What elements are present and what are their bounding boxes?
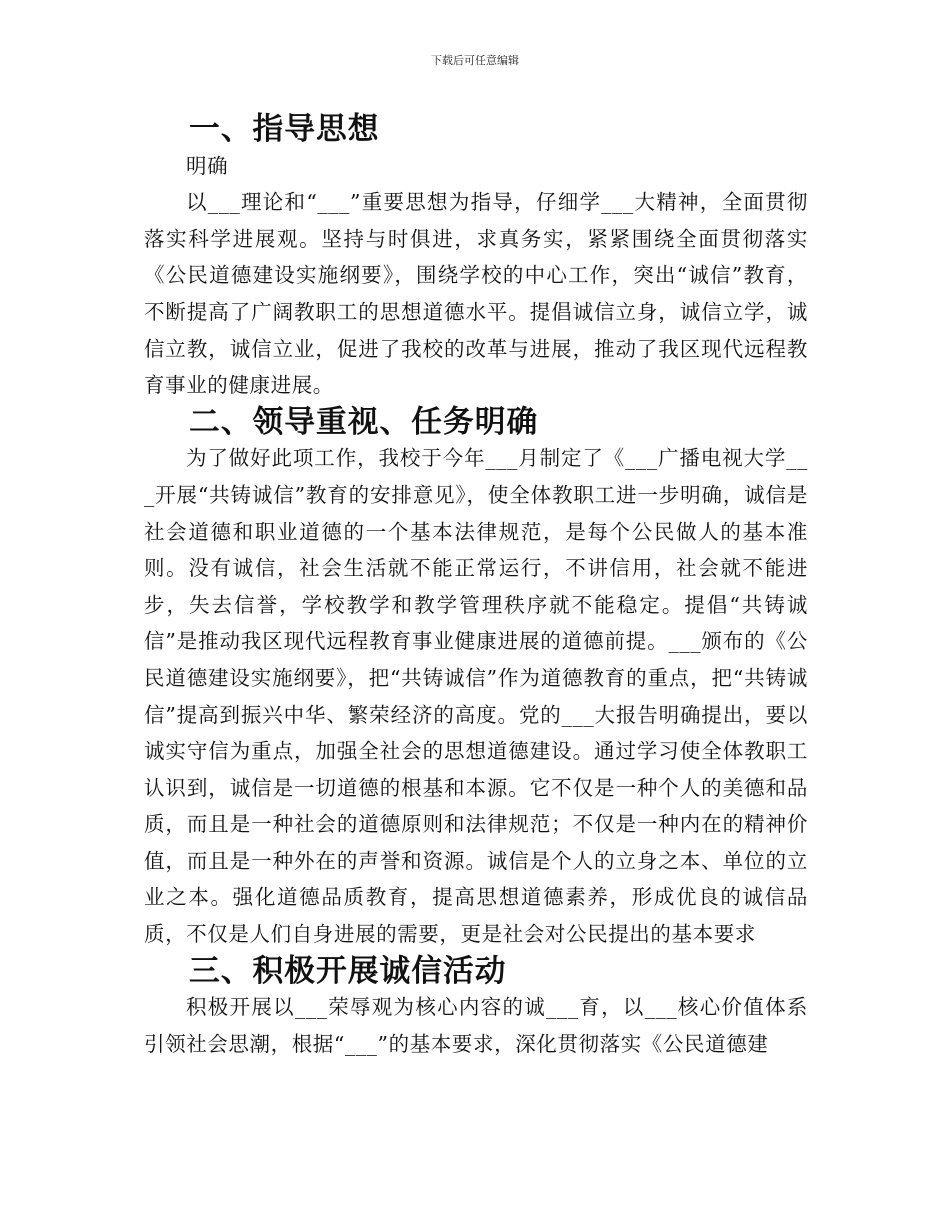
paragraph: 明确	[186, 153, 229, 178]
page-header-note: 下载后可任意编辑	[431, 54, 519, 67]
section-heading-leadership: 二、领导重视、任务明确	[189, 403, 539, 440]
paragraph: 为了做好此项工作，我校于今年___月制定了《___广播电视大学___开展“共铸诚信”教育的安排意见》，使全体教职工进一步明确，诚信是社会道德和职业道德的一个基本法律规范，是每个公民做人的基本准则。没有诚信，社会生活就不能正常运行，不讲信用，社会就不能进步，失去信誉，学校教学和教学管理秩序就不能稳定。提倡“共铸诚信”是推动我区现代远程教育事业健康进展的道德前提。___颁布的《公民道德建设实施纲要》，把“共铸诚信”作为道德教育的重点，把“共铸诚信”提高到振兴中华、繁荣经济的高度。党的___大报告明确提出，要以诚实守信为重点，加强全社会的思想道德建设。通过学习使全体教职工认识到，诚信是一切道德的根基和本源。它不仅是一种个人的美德和品质，而且是一种社会的道德原则和法律规范；不仅是一种内在的精神价值，而且是一种外在的声誉和资源。诚信是个人的立身之本、单位的立业之本。强化道德品质教育，提高思想道德素养，形成优良的诚信品质，不仅是人们自身进展的需要，更是社会对公民提出的基本要求	[144, 446, 808, 947]
section-heading-integrity-activities: 三、积极开展诚信活动	[189, 952, 507, 989]
section-heading-guiding-ideology: 一、指导思想	[189, 111, 380, 147]
paragraph: 积极开展以___荣辱观为核心内容的诚___育，以___核心价值体系引领社会思潮，根据“___”的基本要求，深化贯彻落实《公民道德建	[144, 995, 808, 1056]
document-body	[144, 111, 808, 1062]
paragraph: 以___理论和“___”重要思想为指导，仔细学___大精神，全面贯彻落实科学进展观。坚持与时俱进，求真务实，紧紧围绕全面贯彻落实《公民道德建设实施纲要》，围绕学校的中心工作，突出“诚信”教育，不断提高了广阔教职工的思想道德水平。提倡诚信立身，诚信立学，诚信立教，诚信立业，促进了我校的改革与进展，推动了我区现代远程教育事业的健康进展。	[144, 190, 808, 398]
